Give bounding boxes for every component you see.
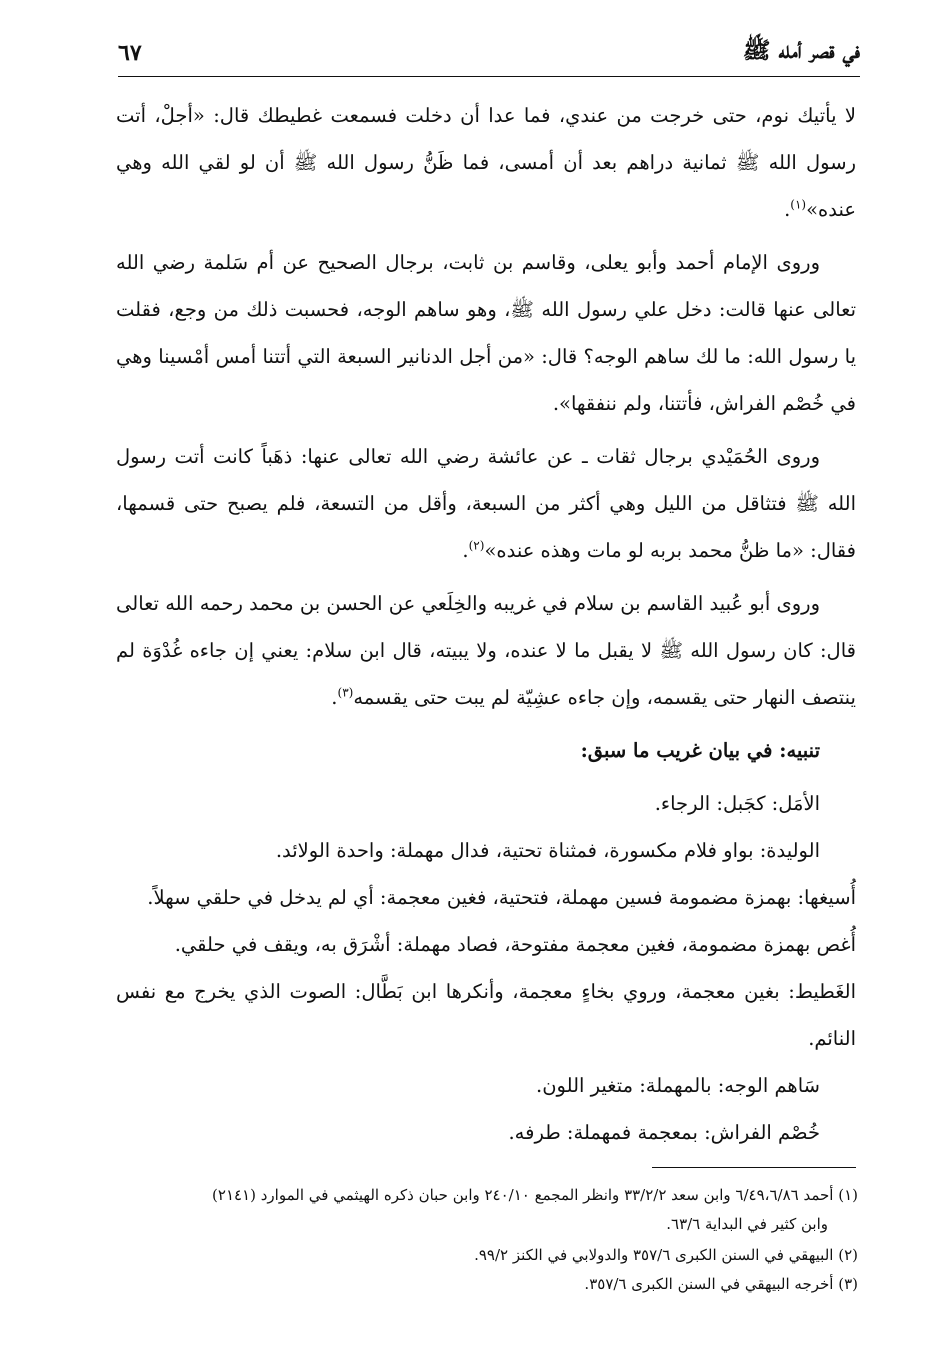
main-text — [116, 92, 856, 1156]
notice-heading: تنبيه: في بيان غريب ما سبق: — [580, 739, 820, 762]
glossary-entry: خُصْم الفراش: بمعجمة فمهملة: طرفه. — [508, 1121, 820, 1144]
glossary-entry: الأمَل: كجَبل: الرجاء. — [654, 792, 820, 815]
paragraph: وروى الإمام أحمد وأبو يعلى، وقاسم بن ثابت، برجال الصحيح عن أم سَلمة رضي الله تعالى عنها قالت: دخل علي رسول الله ﷺ، وهو ساهم الوجه، فحسبت ذلك من وجع، فقلت يا رسول الله: ما لك ساهم الوجه؟ قال: «من أجل الدنانير السبعة التي أتتنا أمس أمْسينا وهي في خُصْم الفراش، فأتتنا، ولم ننفقها». — [116, 251, 856, 415]
paragraph: وروى أبو عُبيد القاسم بن سلام في غريبه والخِلَعي عن الحسن بن محمد رحمه الله تعالى قال: كان رسول الله ﷺ لا يقبل ما لا عنده، ولا يبيته، قال ابن سلام: يعني إن جاءه غُدْوَة لم ينتصف النهار حتى يقسمه، وإن جاءه عشِيّة لم يبت حتى يقسمه$^{(٣)}$. — [116, 592, 856, 709]
paragraph: لا يأتيك نوم، حتى خرجت من عندي، فما عدا أن دخلت فسمعت غطيطك قال: «أجلْ، أتت رسول الله ﷺ ثمانية دراهم بعد أن أمسى، فما ظَنُّ رسول الله ﷺ أن لو لقي الله وهي عنده»$^{(١)}$. — [116, 104, 856, 221]
footnote-marker: (١) — [790, 197, 807, 212]
page-header — [118, 30, 860, 77]
footnote: (٢) البيهقي في السنن الكبرى ٣٥٧/٦ والدولابي في الكنز ٩٩/٢. — [474, 1246, 858, 1264]
footnote-continuation: وابن كثير في البداية ٦٣/٦. — [666, 1215, 828, 1233]
footnote: (١) أحمد ٦/٤٩،٦/٨٦ وابن سعد ٣٣/٢/٢ وانظر المجمع ٢٤٠/١٠ وابن حبان ذكره الهيثمي في الموارد (٢١٤١) — [212, 1186, 858, 1204]
page-number: ٦٧ — [118, 40, 142, 66]
footnote: (٣) أخرجه البيهقي في السنن الكبرى ٣٥٧/٦. — [584, 1275, 858, 1293]
footnote-marker: (٢) — [468, 538, 485, 553]
glossary-entry: الغَطيط: بغين معجمة، وروي بخاءٍ معجمة، وأنكرها ابن بَطَّال: الصوت الذي يخرج مع نفس النائم. — [116, 980, 856, 1050]
footnote-separator — [652, 1167, 856, 1168]
glossary-entry: سَاهم الوجه: بالمهملة: متغير اللون. — [536, 1074, 820, 1097]
paragraph: وروى الحُمَيْدي برجال ثقات ـ عن عائشة رضي الله تعالى عنها: ذهَباً كانت أتت رسول الله ﷺ فتثاقل من الليل وهي أكثر من السبعة، وأقل من التسعة، فلم يصبح حتى قسمها، فقال: «ما ظنُّ محمد بربه لو مات وهذه عنده»$^{(٢)}$. — [116, 445, 856, 562]
footnote-marker: (٣) — [337, 685, 354, 700]
glossary-entry: أُغص بهمزة مضمومة، فغين معجمة مفتوحة، فصاد مهملة: أشْرَق به، ويقف في حلقي. — [174, 933, 856, 956]
footnotes — [118, 1182, 858, 1300]
glossary-entry: الوليدة: بواو فلام مكسورة، فمثناة تحتية، فدال مهملة: واحدة الولائد. — [275, 839, 820, 862]
running-title: في قصر أمله ﷺ — [742, 37, 860, 64]
glossary-entry: أُسيغها: بهمزة مضمومة فسين مهملة، فتحتية، فغين معجمة: أي لم يدخل في حلقي سهلاً. — [147, 886, 856, 909]
